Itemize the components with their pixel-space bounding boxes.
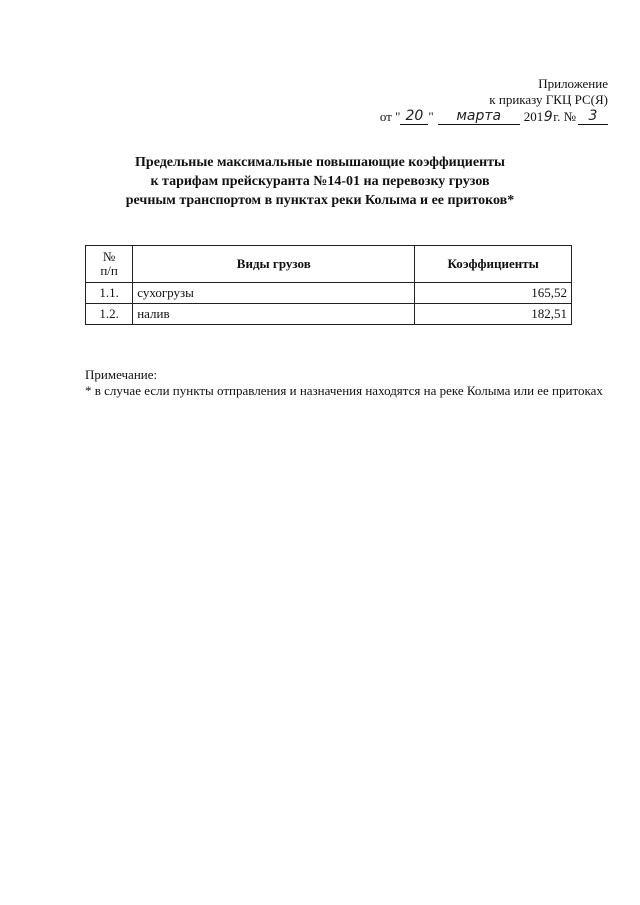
header-coefficient: Коэффициенты <box>415 246 572 283</box>
appendix-label: Приложение <box>538 76 608 91</box>
appendix-header <box>489 76 608 108</box>
title-line-2: к тарифам прейскуранта №14-01 на перевозку грузов <box>150 174 490 189</box>
order-reference: к приказу ГКЦ РС(Я) <box>489 92 608 107</box>
row-cargo-type: сухогрузы <box>133 283 415 304</box>
row-number: 1.1. <box>86 283 133 304</box>
row-coefficient: 182,51 <box>415 304 572 325</box>
handwritten-month: марта <box>438 109 520 125</box>
handwritten-year-digit: 9 <box>543 109 553 125</box>
document-title <box>0 153 640 210</box>
header-number-abbr: п/п <box>100 263 118 278</box>
header-number <box>86 246 133 283</box>
header-number-symbol: № <box>102 249 116 264</box>
row-cargo-type: налив <box>133 304 415 325</box>
footnote-label: Примечание: <box>85 367 158 382</box>
row-number: 1.2. <box>86 304 133 325</box>
handwritten-order-number: 3 <box>578 109 608 125</box>
header-cargo-type: Виды грузов <box>133 246 415 283</box>
footnote <box>85 367 605 399</box>
coefficients-table <box>85 245 572 325</box>
footnote-text: * в случае если пункты отправления и назначения находятся на реке Колыма или ее притоках <box>85 383 603 398</box>
year-prefix: 201 <box>523 109 544 124</box>
title-line-3: речным транспортом в пунктах реки Колыма и ее притоков* <box>125 193 515 208</box>
from-prefix: от " <box>379 109 401 124</box>
number-label: г. № <box>553 109 576 124</box>
quote-close: " <box>428 109 434 124</box>
row-coefficient: 165,52 <box>415 283 572 304</box>
table-header-row <box>86 246 572 283</box>
order-date-line <box>380 109 608 125</box>
table-row <box>86 283 572 304</box>
handwritten-day: 20 <box>400 109 428 125</box>
table-row <box>86 304 572 325</box>
title-line-1: Предельные максимальные повышающие коэффициенты <box>135 155 505 170</box>
